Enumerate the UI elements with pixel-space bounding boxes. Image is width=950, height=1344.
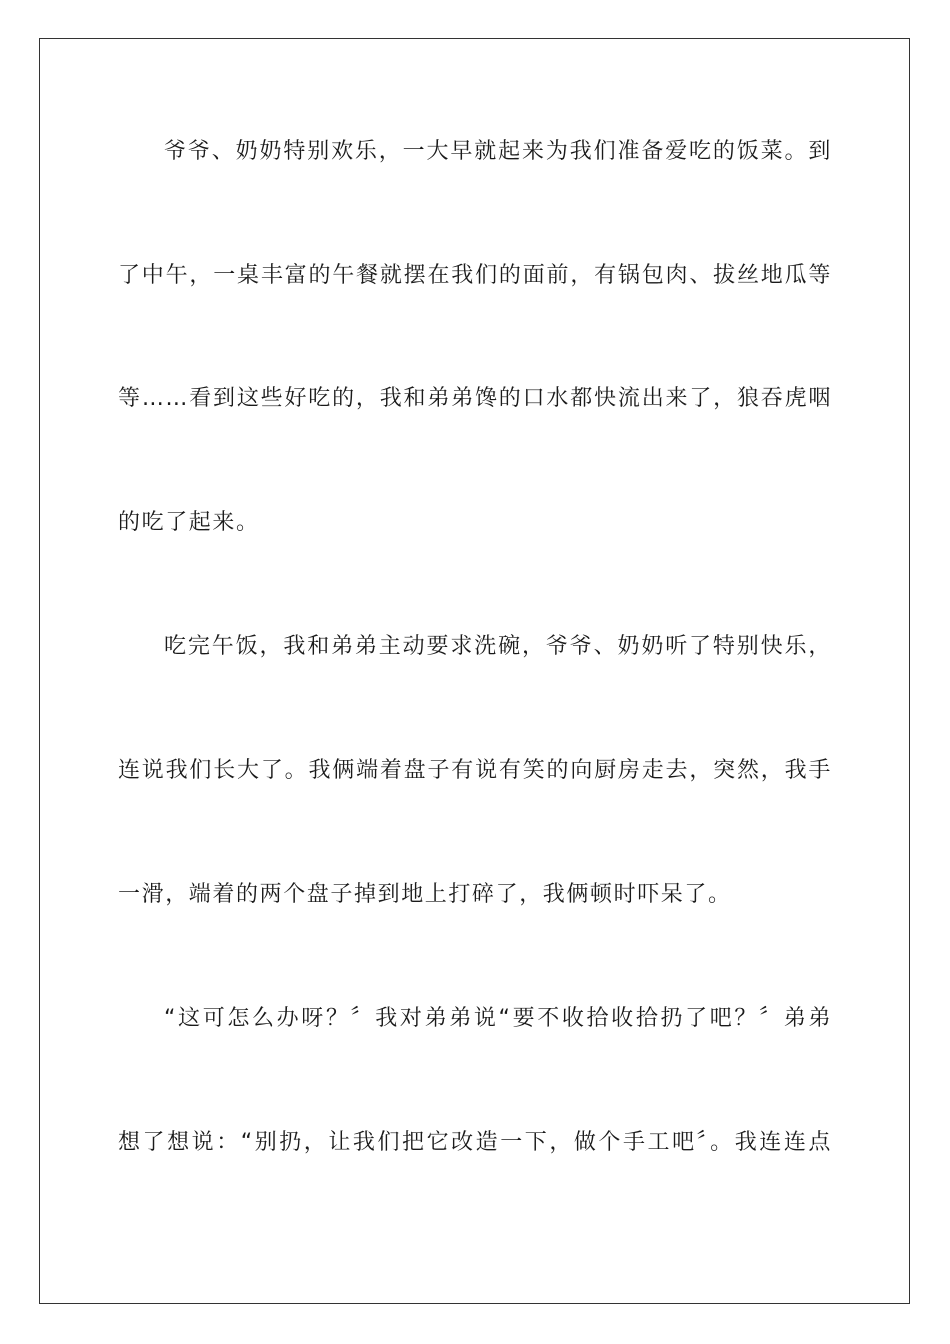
paragraph-2-line-1: 吃完午饭，我和弟弟主动要求洗碗，爷爷、奶奶听了特别快乐， — [164, 634, 832, 659]
paragraph-1-line-2: 了中午，一桌丰富的午餐就摆在我们的面前，有锅包肉、拔丝地瓜等 — [118, 263, 832, 288]
paragraph-2-line-3: 一滑，端着的两个盘子掉到地上打碎了，我俩顿时吓呆了。 — [118, 882, 732, 907]
paragraph-3-line-2: 想了想说：“别扔，让我们把它改造一下，做个手工吧〞。我连连点 — [118, 1130, 832, 1155]
paragraph-2-line-2: 连说我们长大了。我俩端着盘子有说有笑的向厨房走去，突然，我手 — [118, 758, 832, 783]
paragraph-1-line-4: 的吃了起来。 — [118, 510, 260, 535]
paragraph-1-line-1: 爷爷、奶奶特别欢乐，一大早就起来为我们准备爱吃的饭菜。到 — [164, 139, 832, 164]
paragraph-1-line-3: 等……看到这些好吃的，我和弟弟馋的口水都快流出来了，狼吞虎咽 — [118, 386, 832, 411]
paragraph-3-line-1: “这可怎么办呀？〞我对弟弟说“要不收拾收拾扔了吧？〞弟弟 — [164, 1006, 832, 1031]
page-border — [39, 38, 910, 1304]
